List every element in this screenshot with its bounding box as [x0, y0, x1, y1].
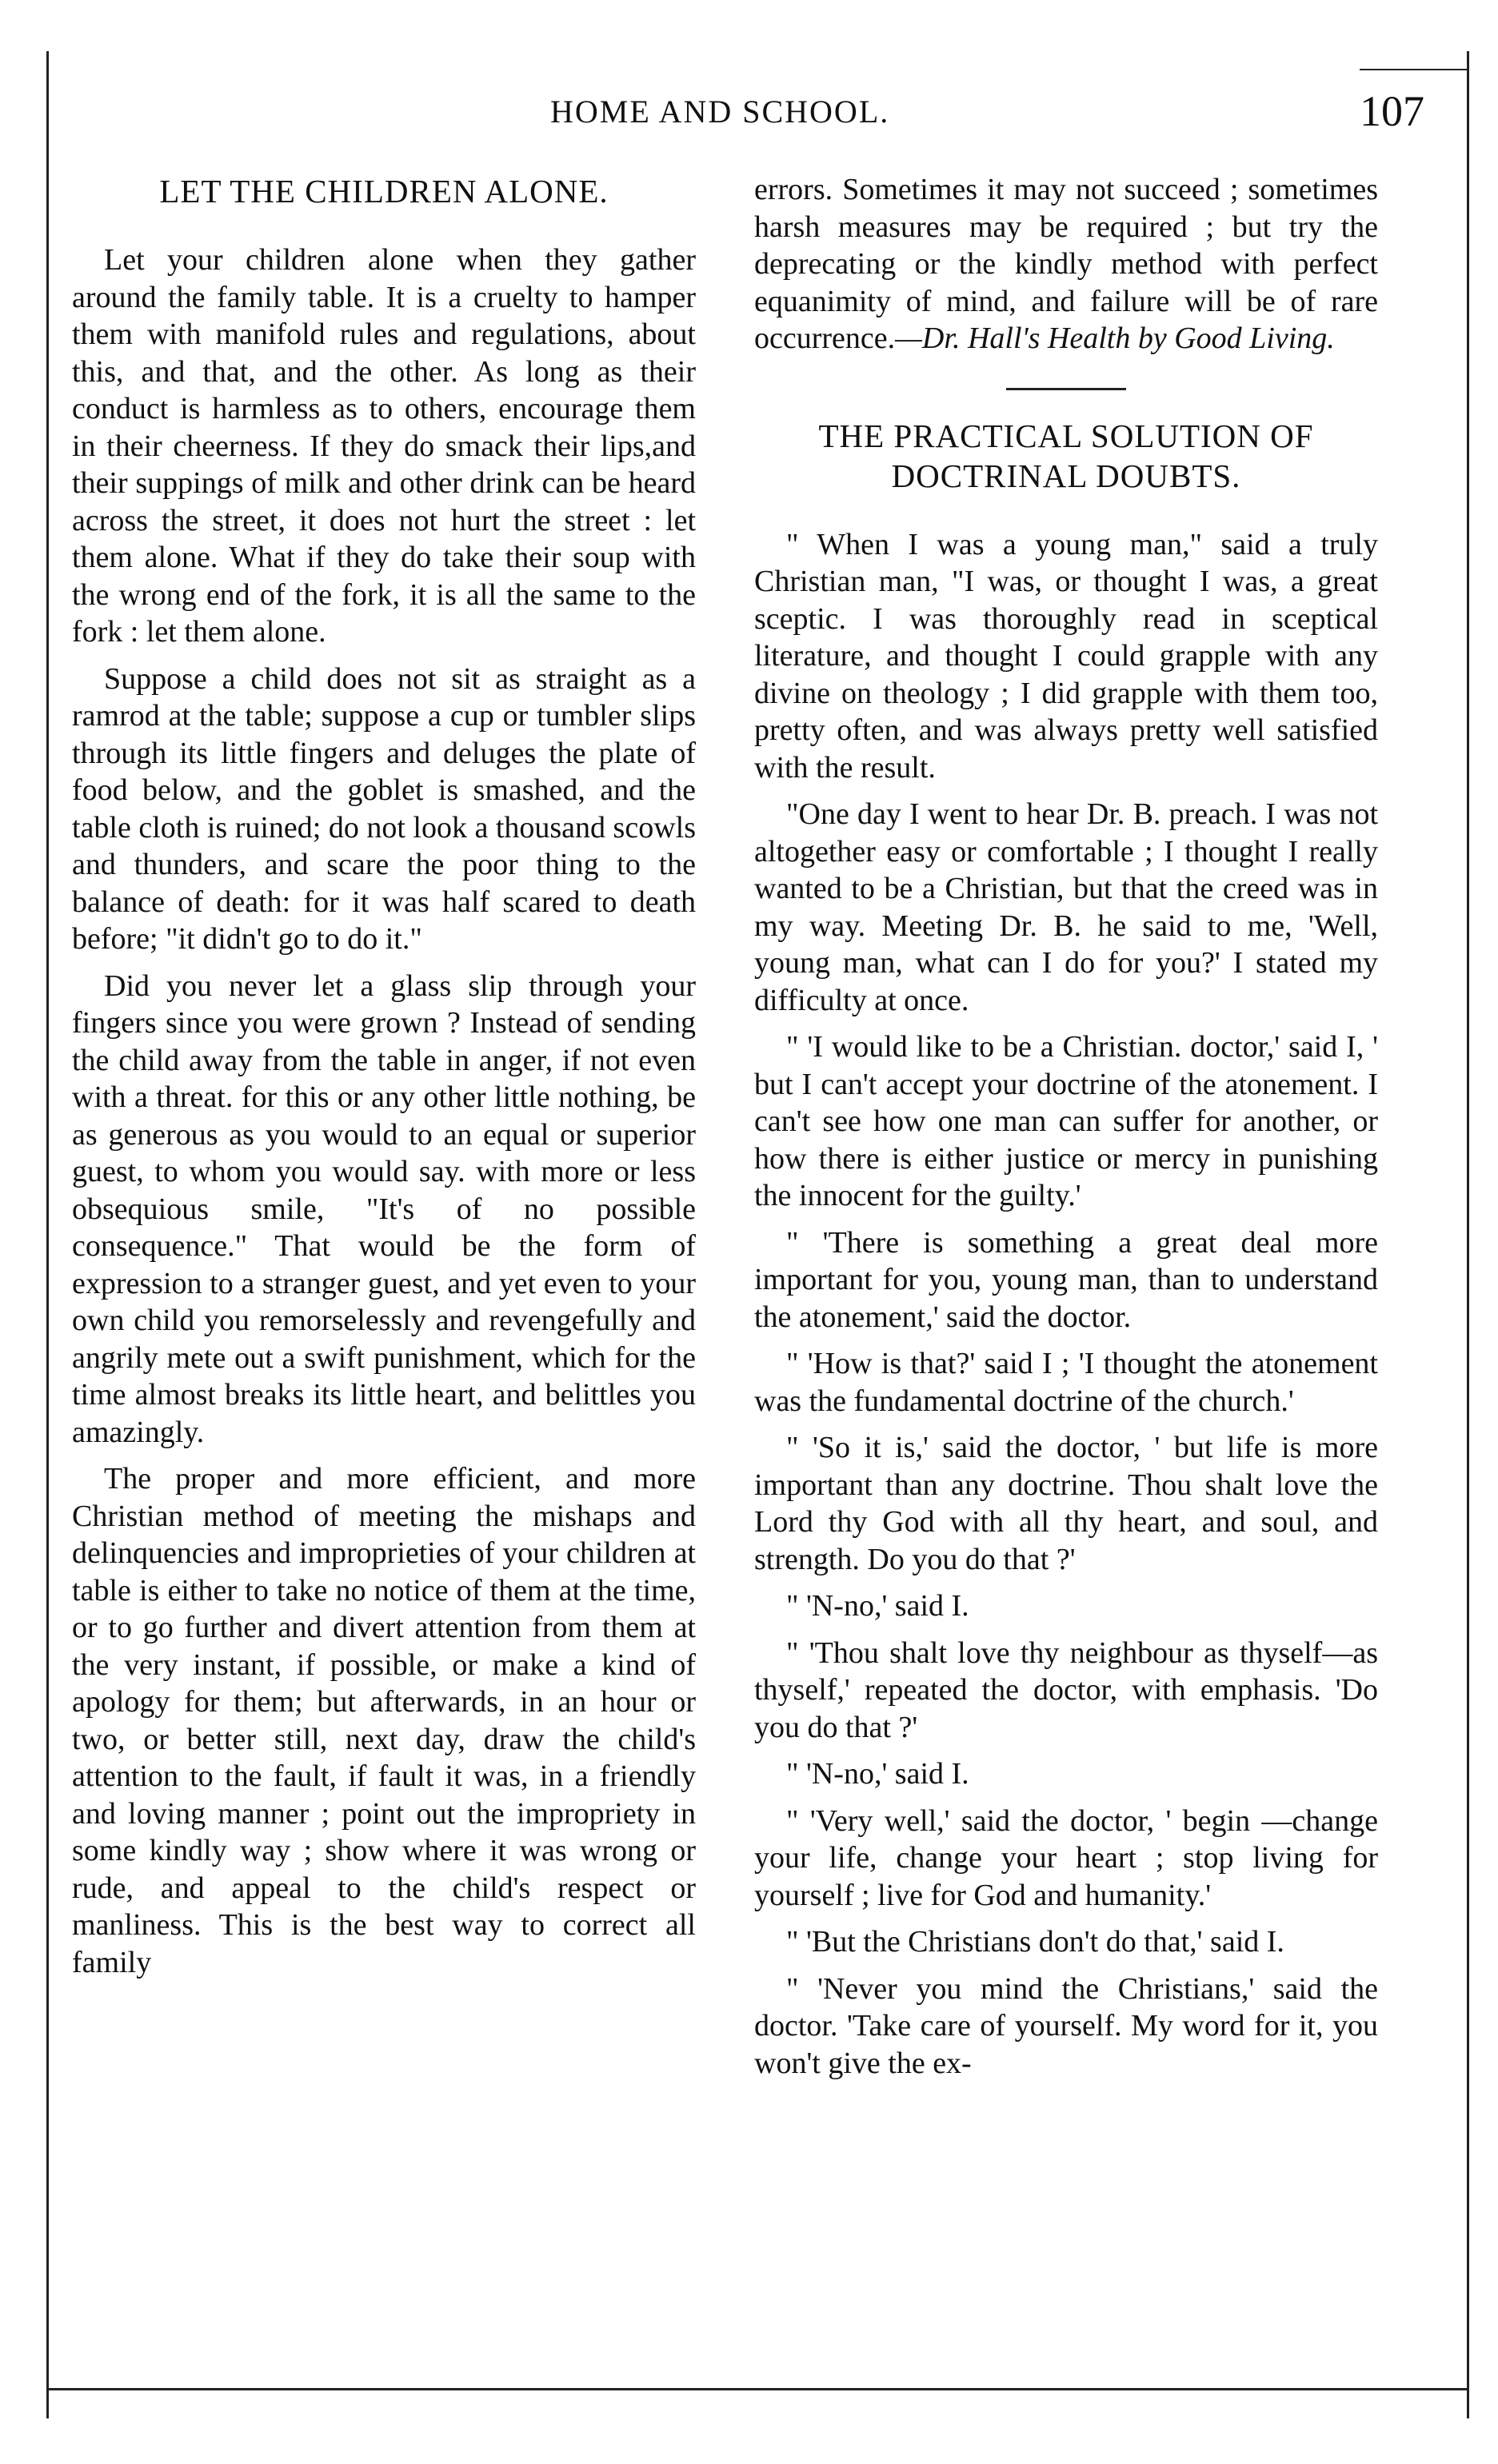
article-paragraph: " 'How is that?' said I ; 'I thought the atonement was the fundamental doctrine of the church.' — [754, 1347, 1378, 1418]
article-paragraph: "One day I went to hear Dr. B. preach. I was not altogether easy or comfortable ; I thought I really wanted to be a Christian, but that the creed was in my way. Meeting Dr. B. he said to me, 'Well, young man, what can I do for you?' I stated my difficulty at once. — [754, 797, 1378, 1017]
article-paragraph: The proper and more efficient, and more Christian method of meeting the mishaps and delinquencies and improprieties of your children at table is either to take no notice of them at the time, or to go further and divert attention from them at the very instant, if possible, or make a kind of apology for them; but afterwards, in an hour or two, or better still, next day, draw the child's attention to the fault, if fault it was, in a friendly and loving manner ; point out the impropriety in some kindly way ; show where it was wrong or rude, and appeal to the child's respect or manliness. This is the best way to correct all family — [72, 1462, 696, 1979]
page-border-right — [1467, 51, 1469, 2418]
article-citation: —Dr. Hall's Health by Good Living. — [895, 321, 1335, 355]
article-paragraph: Let your children alone when they gather around the family table. It is a cruelty to hamper them with manifold rules and regulations, about this, and that, and the other. As long as their conduct is harmless as to others, encourage them in their cheerness. If they do smack their lips,and their suppings of milk and other drink can be heard across the street, it does not hurt the street : let them alone. What if they do take their soup with the wrong end of the fork, it is all the same to the fork : let them alone. — [72, 243, 696, 649]
continuation-text: errors. Sometimes it may not succeed ; sometimes harsh measures may be required ; but try the deprecating or the kindly method with perfect equanimity of mind, and failure will be of rare occurrence. — [754, 173, 1378, 355]
article-paragraph: " 'There is something a great deal more important for you, young man, than to understand the atonement,' said the doctor. — [754, 1225, 1378, 1334]
article-paragraph: " 'I would like to be a Christian. doctor,' said I, ' but I can't accept your doctrine of the atonement. I can't see how one man can suffer for another, or how there is either justice or mercy in punishing the innocent for the guilty.' — [754, 1030, 1378, 1212]
article-paragraph: " 'So it is,' said the doctor, ' but life is more important than any doctrine. Thou shalt love the Lord thy God with all thy heart, and soul, and strength. Do you do that ?' — [754, 1431, 1378, 1576]
page-border-bottom — [46, 2388, 1469, 2390]
article-continuation — [754, 171, 1378, 357]
article-paragraph: Suppose a child does not sit as straight as a ramrod at the table; suppose a cup or tumbler slips through its little fingers and deluges the plate of food below, and the goblet is smashed, and the table cloth is ruined; do not look a thousand scowls and thunders, and scare the poor thing to the balance of death: for it was half scared to death before; "it didn't go to do it." — [72, 661, 696, 956]
page-border-left — [46, 51, 49, 2418]
article-paragraph: " 'Very well,' said the doctor, ' begin —change your life, change your heart ; stop living for yourself ; live for God and humanity.' — [754, 1803, 1378, 1912]
article-title: THE PRACTICAL SOLUTION OF DOCTRINAL DOUBTS. — [818, 417, 1314, 494]
article-paragraph: " 'But the Christians don't do that,' said I. — [786, 1925, 1284, 1959]
running-head: HOME AND SCHOOL. — [550, 94, 890, 130]
section-separator — [1006, 388, 1126, 390]
right-column — [754, 171, 1378, 2082]
article-paragraph: Did you never let a glass slip through your fingers since you were grown ? Instead of sending the child away from the table in anger, if not even with a threat. for this or any other little nothing, be as generous as you would to an equal or superior guest, to whom you would say. with more or less obsequious smile, "It's of no possible consequence." That would be the form of expression to a stranger guest, and yet even to your own child you remorselessly and revengefully and angrily mete out a swift punishment, which for the time almost breaks its little heart, and belittles you amazingly. — [72, 968, 696, 1449]
article-paragraph: " When I was a young man," said a truly Christian man, "I was, or thought I was, a great sceptic. I was thoroughly read in sceptical literature, and thought I could grapple with any divine on theology ; I did grapple with them too, pretty often, and was always pretty well satisfied with the result. — [754, 527, 1378, 785]
article-paragraph: " 'N-no,' said I. — [786, 1757, 969, 1791]
page-number: 107 — [1360, 87, 1424, 135]
header-rule — [1360, 69, 1469, 70]
left-column — [72, 171, 696, 1981]
article-title: LET THE CHILDREN ALONE. — [159, 173, 609, 210]
article-paragraph: " 'N-no,' said I. — [786, 1589, 969, 1623]
article-paragraph: " 'Thou shalt love thy neighbour as thyself—as thyself,' repeated the doctor, with emphasis. 'Do you do that ?' — [754, 1635, 1378, 1744]
article-paragraph: " 'Never you mind the Christians,' said the doctor. 'Take care of yourself. My word for it, you won't give the ex- — [754, 1971, 1378, 2080]
